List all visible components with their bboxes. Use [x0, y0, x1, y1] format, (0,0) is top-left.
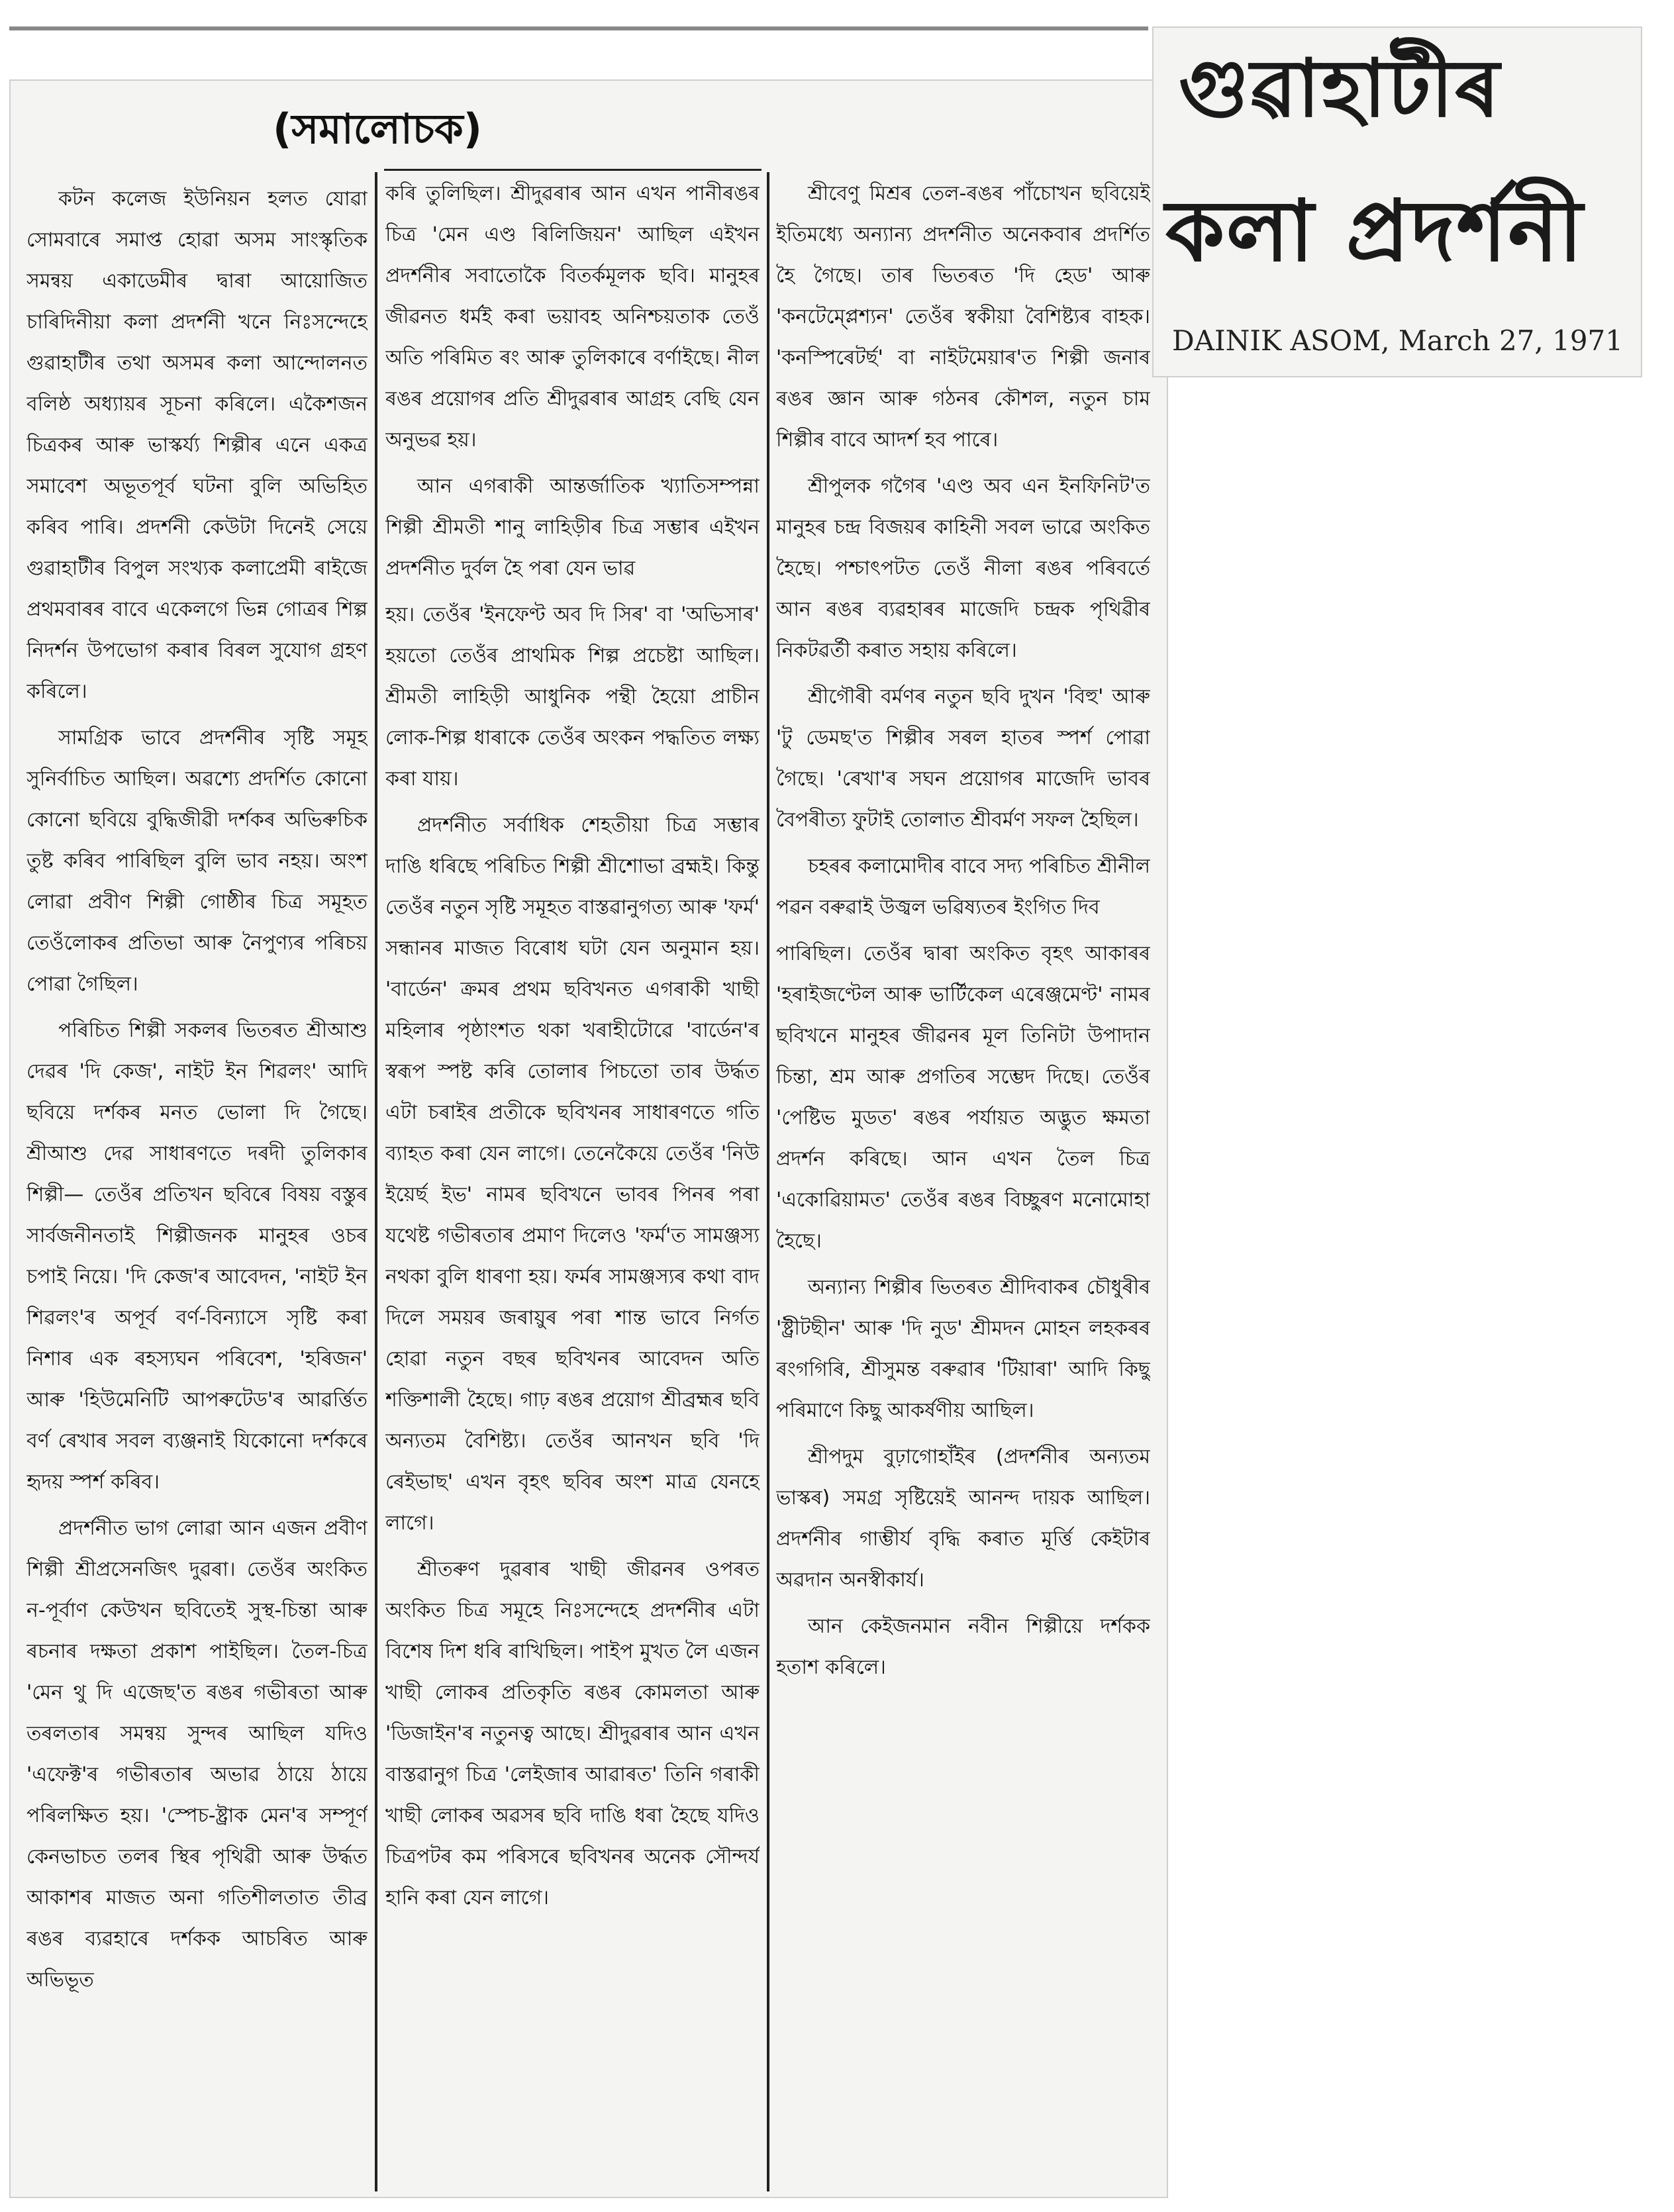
paragraph: আন কেইজনমান নবীন শিল্পীয়ে দৰ্শকক হতাশ কৰিলে।	[776, 1615, 1150, 1679]
section-heading: (সমালোচক)	[273, 105, 482, 153]
paragraph: প্ৰদৰ্শনীত ভাগ লোৱা আন এজন প্ৰবীণ শিল্পী শ্ৰীপ্ৰসেনজিৎ দুৱৰা। তেওঁৰ অংকিত ন-পূৰ্বাণ কেউখন ছবিতেই সুস্থ-চিন্তা আৰু ৰচনাৰ দক্ষতা প্ৰকাশ পাইছিল। তৈল-চিত্ৰ 'মেন থু দি এজেছ'ত ৰঙৰ গভীৰতা আৰু তৰলতাৰ সমন্বয় সুন্দৰ আছিল যদিও 'এফেক্ট'ৰ গভীৰতাৰ অভাৱ ঠায়ে ঠায়ে পৰিলক্ষিত হয়। 'স্পেচ-ষ্ট্ৰাক মেন'ৰ সম্পূৰ্ণ কেনভাচত তলৰ স্থিৰ পৃথিৱী আৰু উৰ্দ্ধত আকাশৰ মাজত অনা গতিশীলতাত তীব্ৰ ৰঙৰ ব্যৱহাৰে দৰ্শকক আচৰিত আৰু অভিভূত	[26, 1517, 368, 1992]
paragraph: পৰিচিত শিল্পী সকলৰ ভিতৰত শ্ৰীআশু দেৱৰ 'দি কেজ', নাইট ইন শিৱলং' আদি ছবিয়ে দৰ্শকৰ মনত ভোলা দি গৈছে। শ্ৰীআশু দেৱ সাধাৰণতে দৰদী তুলিকাৰ শিল্পী— তেওঁৰ প্ৰতিখন ছবিৰে বিষয় বস্তুৰ সাৰ্বজনীনতাই শিল্পীজনক মানুহৰ ওচৰ চপাই নিয়ে। 'দি কেজ'ৰ আবেদন, 'নাইট ইন শিৱলং'ৰ অপূৰ্ব বৰ্ণ-বিন্যাসে সৃষ্টি কৰা নিশাৰ এক ৰহস্যঘন পৰিবেশ, 'হৰিজন' আৰু 'হিউমেনিটি আপৰুটেড'ৰ আৱৰ্ত্তিত বৰ্ণ ৰেখাৰ সবল ব্যঞ্জনাই যিকোনো দৰ্শকৰে হৃদয় স্পৰ্শ কৰিব।	[26, 1019, 368, 1494]
headline-line-1: গুৱাহাটীৰ	[1179, 43, 1501, 135]
source-dateline: DAINIK ASOM, March 27, 1971	[1172, 324, 1623, 357]
clipping-torn-edge	[9, 26, 1148, 30]
article-column-3	[776, 173, 1150, 2186]
paragraph: শ্ৰীপুলক গগৈৰ 'এণ্ড অব এন ইনফিনিট'ত মানুহৰ চন্দ্ৰ বিজয়ৰ কাহিনী সবল ভাৱে অংকিত হৈছে। পশ্চাৎপটত তেওঁ নীলা ৰঙৰ পৰিবৰ্তে আন ৰঙৰ ব্যৱহাৰৰ মাজেদি চন্দ্ৰক পৃথিৱীৰ নিকটৱৰ্তী কৰাত সহায় কৰিলে।	[776, 475, 1150, 662]
headline-line-2: কলা প্ৰদৰ্শনী	[1165, 182, 1585, 281]
article-column-2	[385, 173, 760, 2186]
paragraph: চহৰৰ কলামোদীৰ বাবে সদ্য পৰিচিত শ্ৰীনীল পৱন বৰুৱাই উজ্বল ভৱিষ্যতৰ ইংগিত দিব	[776, 855, 1150, 919]
paragraph: শ্ৰীতৰুণ দুৱৰাৰ খাছী জীৱনৰ ওপৰত অংকিত চিত্ৰ সমূহে নিঃসন্দেহে প্ৰদৰ্শনীৰ এটা বিশেষ দিশ ধৰি ৰাখিছিল। পাইপ মুখত লৈ এজন খাছী লোকৰ প্ৰতিকৃতি ৰঙৰ কোমলতা আৰু 'ডিজাইন'ৰ নতুনত্ব আছে। শ্ৰীদুৱৰাৰ আন এখন বাস্তৱানুগ চিত্ৰ 'লেইজাৰ আৱাৰত' তিনি গৰাকী খাছী লোকৰ অৱসৰ ছবি দাঙি ধৰা হৈছে যদিও চিত্ৰপটৰ কম পৰিসৰে ছবিখনৰ অনেক সৌন্দৰ্য হানি কৰা যেন লাগে।	[385, 1558, 760, 1909]
paragraph: হয়। তেওঁৰ 'ইনফেণ্ট অব দি সিৰ' বা 'অভিসাৰ' হয়তো তেওঁৰ প্ৰাথমিক শিল্প প্ৰচেষ্টা আছিল। শ্ৰীমতী লাহিড়ী আধুনিক পন্থী হৈয়ো প্ৰাচীন লোক-শিল্প ধাৰাকে তেওঁৰ অংকন পদ্ধতিত লক্ষ্য কৰা যায়।	[385, 603, 760, 791]
paragraph: পাৰিছিল। তেওঁৰ দ্বাৰা অংকিত বৃহৎ আকাৰৰ 'হৰাইজণ্টেল আৰু ভাৰ্টিকেল এৰেঞ্জমেণ্ট' নামৰ ছবিখনে মানুহৰ জীৱনৰ মূল তিনিটা উপাদান চিন্তা, শ্ৰম আৰু প্ৰগতিৰ সম্ভেদ দিছে। তেওঁৰ 'পেষ্টিভ মুডত' ৰঙৰ পৰ্যায়ত অদ্ভুত ক্ষমতা প্ৰদৰ্শন কৰিছে। আন এখন তৈল চিত্ৰ 'একোৱিয়ামত' তেওঁৰ ৰঙৰ বিচ্ছুৰণ মনোমোহা হৈছে।	[776, 942, 1150, 1253]
paragraph: শ্ৰীগৌৰী বৰ্মণৰ নতুন ছবি দুখন 'বিহু' আৰু 'টু ডেমছ'ত শিল্পীৰ সৰল হাতৰ স্পৰ্শ পোৱা গৈছে। 'ৰেখা'ৰ সঘন প্ৰয়োগৰ মাজেদি ভাবৰ বৈপৰীত্য ফুটাই তোলাত শ্ৰীবৰ্মণ সফল হৈছিল।	[776, 685, 1150, 832]
paragraph: কটন কলেজ ইউনিয়ন হলত যোৱা সোমবাৰে সমাপ্ত হোৱা অসম সাংস্কৃতিক সমন্বয় একাডেমীৰ দ্বাৰা আয়োজিত চাৰিদিনীয়া কলা প্ৰদৰ্শনী খনে নিঃসন্দেহে গুৱাহাটীৰ তথা অসমৰ কলা আন্দোলনত বলিষ্ঠ অধ্যায়ৰ সূচনা কৰিলে। একৈশজন চিত্ৰকৰ আৰু ভাস্কৰ্য্য শিল্পীৰ এনে একত্ৰ সমাবেশ অভূতপূৰ্ব ঘটনা বুলি অভিহিত কৰিব পাৰি। প্ৰদৰ্শনী কেউটা দিনেই সেয়ে গুৱাহাটীৰ বিপুল সংখ্যক কলাপ্ৰেমী ৰাইজে প্ৰথমবাৰৰ বাবে একেলগে ভিন্ন গোত্ৰৰ শিল্প নিদৰ্শন উপভোগ কৰাৰ বিৰল সুযোগ গ্ৰহণ কৰিলে।	[26, 187, 368, 703]
article-column-1	[26, 179, 368, 2185]
paragraph: আন এগৰাকী আন্তৰ্জাতিক খ্যাতিসম্পন্না শিল্পী শ্ৰীমতী শানু লাহিড়ীৰ চিত্ৰ সম্ভাৰ এইখন প্ৰদৰ্শনীত দুৰ্বল হৈ পৰা যেন ভাৱ	[385, 475, 760, 580]
column-top-rule	[384, 169, 762, 171]
paragraph: শ্ৰীবেণু মিশ্ৰৰ তেল-ৰঙৰ পাঁচোখন ছবিয়েই ইতিমধ্যে অন্যান্য প্ৰদৰ্শনীত অনেকবাৰ প্ৰদৰ্শিত হৈ গৈছে। তাৰ ভিতৰত 'দি হেড' আৰু 'কনটেম্প্লেশ্যন' তেওঁৰ স্বকীয়া বৈশিষ্ট্যৰ বাহক। 'কনস্পিৰেটৰ্ছ' বা নাইটমেয়াৰ'ত শিল্পী জনাৰ ৰঙৰ জ্ঞান আৰু গঠনৰ কৌশল, নতুন চাম শিল্পীৰ বাবে আদৰ্শ হব পাৰে।	[776, 182, 1150, 452]
paragraph: অন্যান্য শিল্পীৰ ভিতৰত শ্ৰীদিবাকৰ চৌধুৰীৰ 'ষ্ট্ৰীটছীন' আৰু 'দি নুড' শ্ৰীমদন মোহন লহকৰৰ ৰংগগিৰি, শ্ৰীসুমন্ত বৰুৱাৰ 'টিয়াৰা' আদি কিছু পৰিমাণে কিছু আকৰ্ষণীয় আছিল।	[776, 1276, 1150, 1422]
paragraph: প্ৰদৰ্শনীত সৰ্বাধিক শেহতীয়া চিত্ৰ সম্ভাৰ দাঙি ধৰিছে পৰিচিত শিল্পী শ্ৰীশোভা ব্ৰহ্মই। কিন্তু তেওঁৰ নতুন সৃষ্টি সমূহত বাস্তৱানুগত্য আৰু 'ফৰ্ম' সন্ধানৰ মাজত বিৰোধ ঘটা যেন অনুমান হয়। 'বাৰ্ডেন' ক্ৰমৰ প্ৰথম ছবিখনত এগৰাকী খাছী মহিলাৰ পৃষ্ঠাংশত থকা খৰাহীটোৱে 'বাৰ্ডেন'ৰ স্বৰূপ স্পষ্ট কৰি তোলাৰ পিচতো তাৰ উৰ্দ্ধত এটা চৰাইৰ প্ৰতীকে ছবিখনৰ সাধাৰণতে গতি ব্যাহত কৰা যেন লাগে। তেনেকৈয়ে তেওঁৰ 'নিউ ইয়েৰ্ছ ইভ' নামৰ ছবিখনে ভাবৰ পিনৰ পৰা যথেষ্ট গভীৰতাৰ প্ৰমাণ দিলেও 'ফৰ্ম'ত সামঞ্জস্য নথকা বুলি ধাৰণা হয়। ফৰ্মৰ সামঞ্জস্যৰ কথা বাদ দিলে সময়ৰ জৰায়ুৰ পৰা শান্ত ভাবে নিৰ্গত হোৱা নতুন বছৰ ছবিখনৰ আবেদন অতি শক্তিশালী হৈছে। গাঢ় ৰঙৰ প্ৰয়োগ শ্ৰীব্ৰহ্মৰ ছবি অন্যতম বৈশিষ্ট্য। তেওঁৰ আনখন ছবি 'দি ৰেইভাছ' এখন বৃহৎ ছবিৰ অংশ মাত্ৰ যেনহে লাগে।	[385, 814, 760, 1535]
paragraph: কৰি তুলিছিল। শ্ৰীদুৱৰাৰ আন এখন পানীৰঙৰ চিত্ৰ 'মেন এণ্ড ৰিলিজিয়ন' আছিল এইখন প্ৰদৰ্শনীৰ সবাতোকৈ বিতৰ্কমূলক ছবি। মানুহৰ জীৱনত ধৰ্মই কৰা ভয়াবহ অনিশ্চয়তাক তেওঁ অতি পৰিমিত ৰং আৰু তুলিকাৰে বৰ্ণাইছে। নীল ৰঙৰ প্ৰয়োগৰ প্ৰতি শ্ৰীদুৱৰাৰ আগ্ৰহ বেছি যেন অনুভৱ হয়।	[385, 182, 760, 452]
column-rule-2	[767, 172, 769, 2191]
column-rule-1	[375, 172, 377, 2191]
paragraph: শ্ৰীপদুম বুঢ়াগোহাঁইৰ (প্ৰদৰ্শনীৰ অন্যতম ভাস্কৰ) সমগ্ৰ সৃষ্টিয়েই আনন্দ দায়ক আছিল। প্ৰদৰ্শনীৰ গাম্ভীৰ্য বৃদ্ধি কৰাত মূৰ্ত্তি কেইটাৰ অৱদান অনস্বীকাৰ্য।	[776, 1445, 1150, 1592]
paragraph: সামগ্ৰিক ভাবে প্ৰদৰ্শনীৰ সৃষ্টি সমূহ সুনিৰ্বাচিত আছিল। অৱশ্যে প্ৰদৰ্শিত কোনো কোনো ছবিয়ে বুদ্ধিজীৱী দৰ্শকৰ অভিৰুচিক তুষ্ট কৰিব পাৰিছিল বুলি ভাব নহয়। অংশ লোৱা প্ৰবীণ শিল্পী গোষ্ঠীৰ চিত্ৰ সমূহত তেওঁলোকৰ প্ৰতিভা আৰু নৈপুণ্যৰ পৰিচয় পোৱা গৈছিল।	[26, 726, 368, 996]
